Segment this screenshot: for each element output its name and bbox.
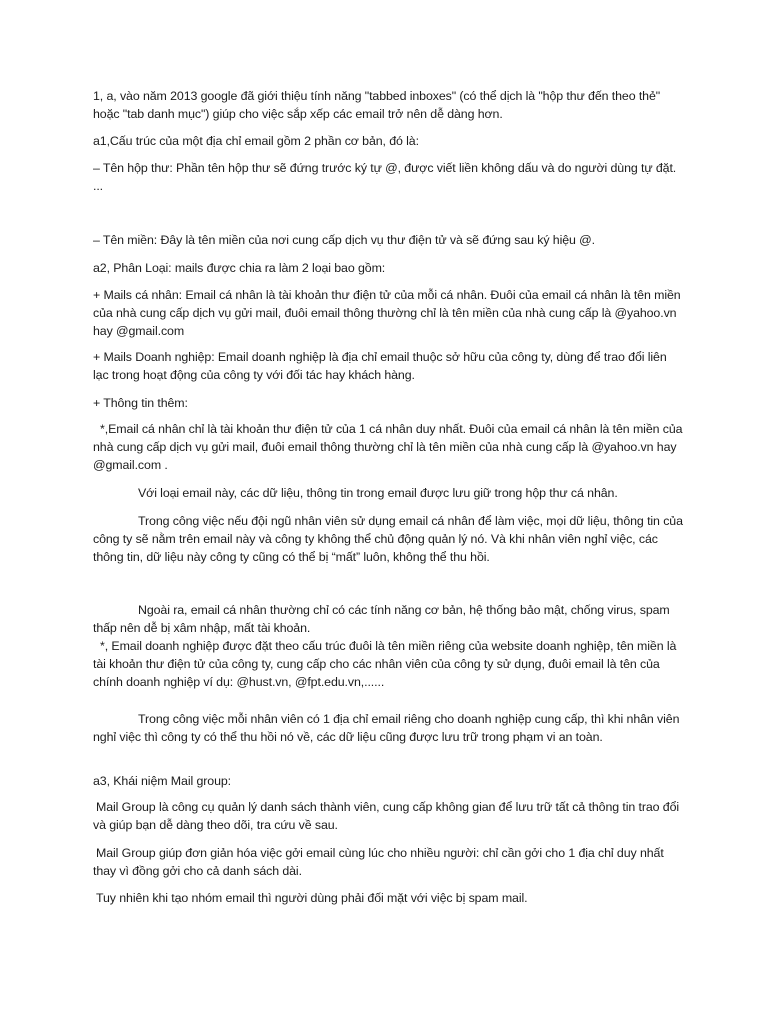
paragraph-extra-info: + Thông tin thêm: bbox=[93, 396, 188, 410]
paragraph-a3-heading: a3, Khái niệm Mail group: bbox=[93, 774, 232, 788]
paragraph-personal-detail: *,Email cá nhân chỉ là tài khoản thư điện tử của 1 cá nhân duy nhất. Đuôi của email cá nhân là tên miền của nhà cung cấp dịch vụ gửi mail, đuôi email thông thường chỉ là tên miền của nhà cung cấp là @yahoo.vn hay @gmail.com . bbox=[93, 422, 683, 472]
paragraph-personal-risk: Trong công việc nếu đội ngũ nhân viên sử dụng email cá nhân để làm việc, mọi dữ liệu, thông tin của công ty sẽ nằm trên email này và công ty không thể chủ động quản lý nó. Và khi nhân viên nghỉ việc, các thông tin, dữ liệu này công ty cũng có thể bị “mất” luôn, không thể thu hồi. bbox=[93, 514, 683, 564]
paragraph-mail-group-def: Mail Group là công cụ quản lý danh sách thành viên, cung cấp không gian để lưu trữ tất cả thông tin trao đổi và giúp bạn dễ dàng theo dõi, tra cứu về sau. bbox=[93, 800, 680, 832]
paragraph-personal-storage: Với loại email này, các dữ liệu, thông tin trong email được lưu giữ trong hộp thư cá nhân. bbox=[138, 486, 618, 500]
paragraph-personal-security: Ngoài ra, email cá nhân thường chỉ có các tính năng cơ bản, hệ thống bảo mật, chống virus, spam thấp nên dễ bị xâm nhập, mất tài khoản. bbox=[93, 603, 670, 635]
paragraph-business-benefit: Trong công việc mỗi nhân viên có 1 địa chỉ email riêng cho doanh nghiệp cung cấp, thì khi nhân viên nghỉ việc thì công ty có thể thu hồi nó về, các dữ liệu cũng được lưu trữ trong phạm vi an toàn. bbox=[93, 712, 680, 744]
paragraph-a2-heading: a2, Phân Loại: mails được chia ra làm 2 loại bao gồm: bbox=[93, 261, 386, 275]
paragraph-mail-group-benefit: Mail Group giúp đơn giản hóa việc gởi email cùng lúc cho nhiều người: chỉ cần gởi cho 1 địa chỉ duy nhất thay vì đồng gởi cho cả danh sách dài. bbox=[93, 846, 664, 878]
paragraph-business-mail: + Mails Doanh nghiệp: Email doanh nghiệp là địa chỉ email thuộc sở hữu của công ty, dùng để trao đổi liên lạc trong hoạt động của công ty với đối tác hay khách hàng. bbox=[93, 350, 667, 382]
paragraph-intro: 1, a, vào năm 2013 google đã giới thiệu tính năng "tabbed inboxes" (có thể dịch là "hộp thư đến theo thẻ" hoặc "tab danh mục") giúp cho việc sắp xếp các email trở nên dễ dàng hơn. bbox=[93, 89, 661, 121]
paragraph-mail-group-drawback: Tuy nhiên khi tạo nhóm email thì người dùng phải đối mặt với việc bị spam mail. bbox=[96, 891, 528, 905]
paragraph-personal-mail: + Mails cá nhân: Email cá nhân là tài khoản thư điện tử của mỗi cá nhân. Đuôi của email cá nhân là tên miền của nhà cung cấp dịch vụ gửi mail, đuôi email thông thường chỉ là tên miền của nhà cung cấp là @yahoo.vn hay @gmail.com bbox=[93, 288, 681, 338]
paragraph-domain-name: – Tên miền: Đây là tên miền của nơi cung cấp dịch vụ thư điện tử và sẽ đứng sau ký hiệu @. bbox=[93, 233, 595, 247]
paragraph-business-detail: *, Email doanh nghiệp được đặt theo cấu trúc đuôi là tên miền riêng của website doanh nghiệp, tên miền là tài khoản thư điện tử của công ty, cung cấp cho các nhân viên của công ty sử dụng, đuôi email là tên của chính doanh nghiệp ví dụ: @hust.vn, @fpt.edu.vn,...... bbox=[93, 639, 677, 689]
paragraph-a1-heading: a1,Cấu trúc của một địa chỉ email gồm 2 phần cơ bản, đó là: bbox=[93, 134, 419, 148]
paragraph-mailbox-name: – Tên hộp thư: Phần tên hộp thư sẽ đứng trước ký tự @, được viết liền không dấu và do người dùng tự đặt. ... bbox=[93, 161, 677, 193]
